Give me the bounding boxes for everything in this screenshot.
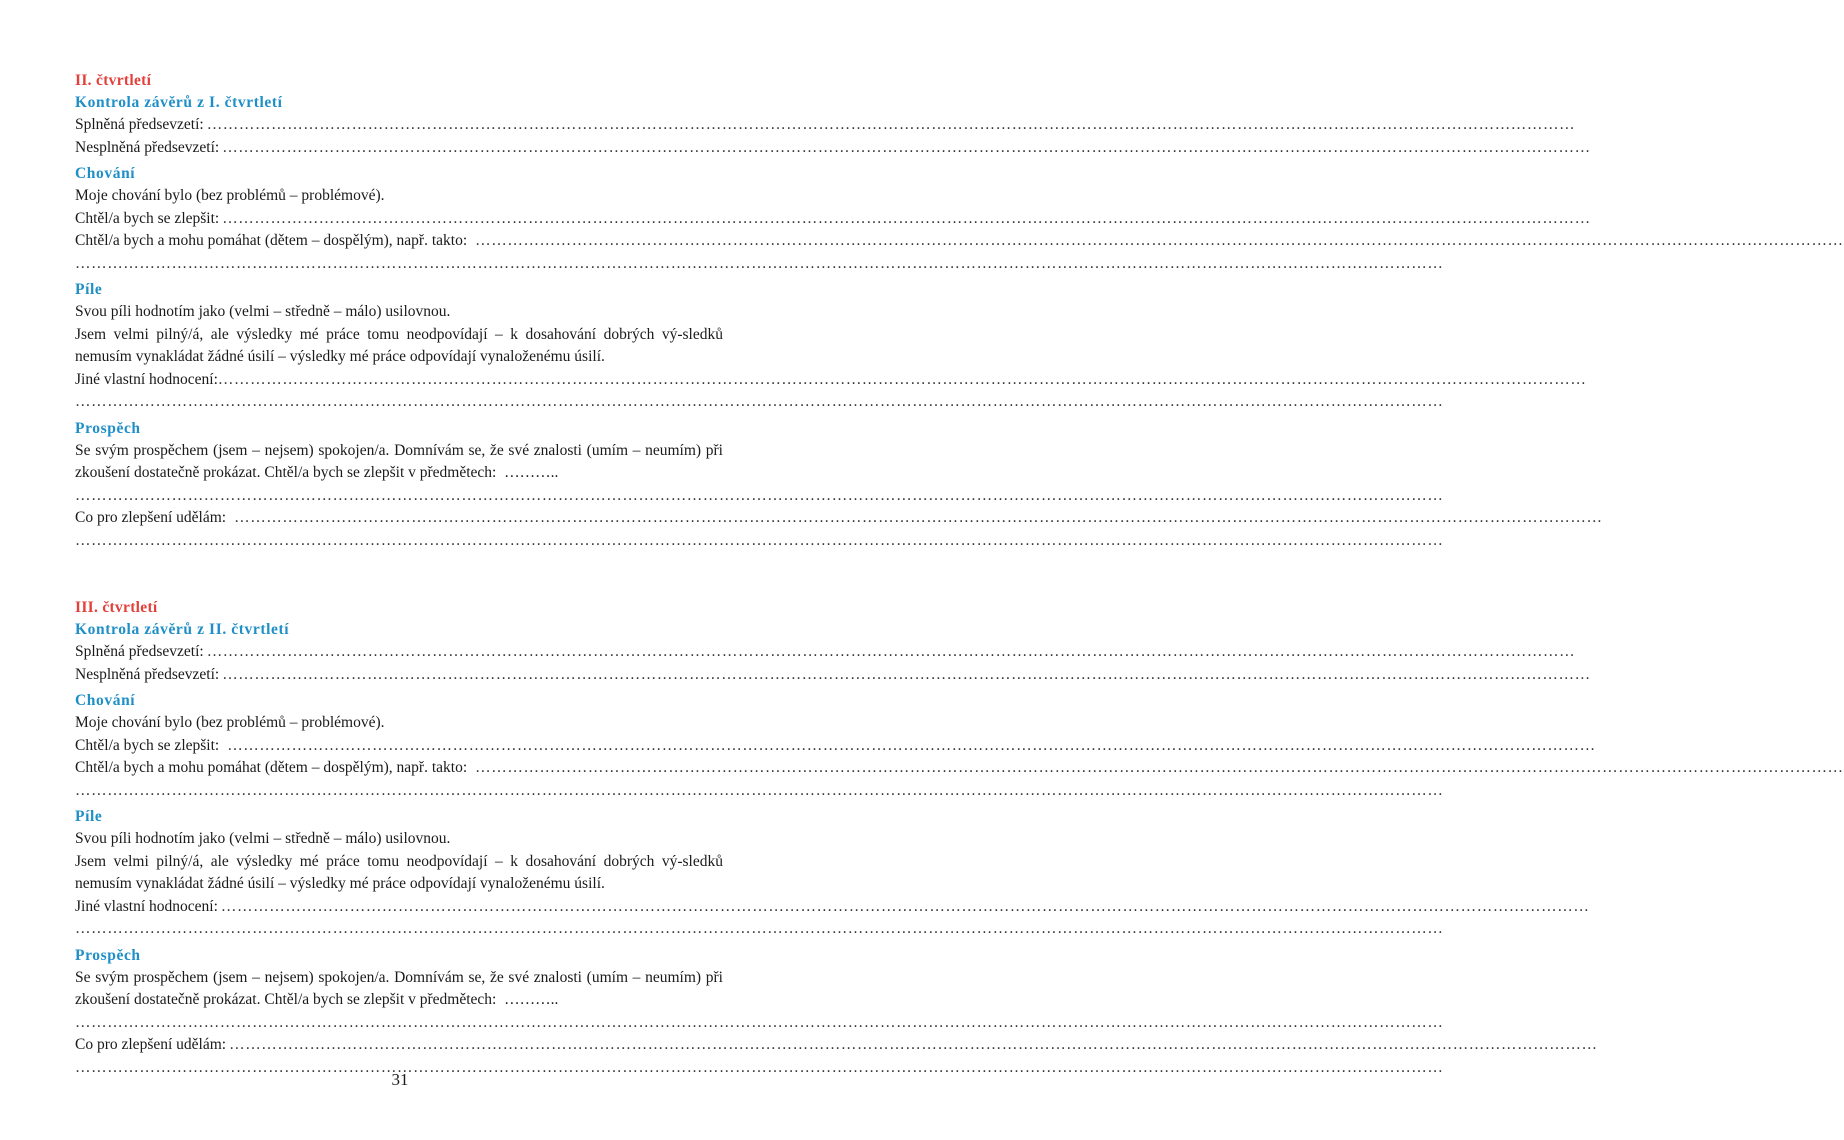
dotted-line[interactable]: ………………………………………………………………………………………………………………………………………………………………………………………………………………………………… bbox=[227, 736, 1596, 754]
improve-label: Chtěl/a bych se zlepšit: bbox=[75, 209, 220, 227]
dotted-line[interactable]: ………………………………………………………………………………………………………………………………………………………………………………………………………………………………… bbox=[475, 759, 1844, 776]
help-field[interactable] bbox=[75, 757, 1844, 780]
dotted-line[interactable]: ………………………………………………………………………………………………………………………………………………………………………………………………………………………………… bbox=[222, 138, 1591, 156]
plan-field[interactable] bbox=[75, 507, 1603, 530]
grades-text: Se svým prospěchem (jsem – nejsem) spokojen/a. Domnívám se, že své znalosti (umím – neumím) při zkoušení dostatečně prokázat. Chtěl/a bych se zlepšit v předmětech: ……….. bbox=[75, 968, 723, 1008]
fulfilled-label: Splněná předsevzetí: bbox=[75, 643, 204, 660]
diligence-text: Svou píli hodnotím jako (velmi – středně – málo) usilovnou. bbox=[75, 303, 451, 320]
dotted-line[interactable]: ………………………………………………………………………………………………………………………………………………………………………………………………………………………………… bbox=[75, 1058, 1444, 1076]
dotted-line[interactable]: ………………………………………………………………………………………………………………………………………………………………………………………………………………………………… bbox=[206, 643, 1576, 660]
dotted-line[interactable]: ………………………………………………………………………………………………………………………………………………………………………………………………………………………………… bbox=[222, 665, 1591, 683]
grades-heading: Prospěch bbox=[75, 419, 141, 437]
plan-label: Co pro zlepšení udělám: bbox=[75, 509, 227, 526]
unfulfilled-label: Nesplněná předsevzetí: bbox=[75, 665, 220, 683]
dotted-line[interactable]: ……….. bbox=[500, 991, 559, 1008]
dotted-line[interactable]: ………………………………………………………………………………………………………………………………………………………………………………………………………………………………… bbox=[475, 232, 1844, 249]
dotted-line[interactable]: ………………………………………………………………………………………………………………………………………………………………………………………………………………………………… bbox=[75, 781, 1444, 799]
behavior-text: Moje chování bylo (bez problémů – problémové). bbox=[75, 714, 385, 731]
other-field[interactable] bbox=[75, 896, 1590, 919]
quarter-title: III. čtvrtletí bbox=[75, 599, 158, 616]
quarter-title: II. čtvrtletí bbox=[75, 72, 152, 89]
diligence-heading: Píle bbox=[75, 281, 103, 298]
dotted-line[interactable]: ………………………………………………………………………………………………………………………………………………………………………………………………………………………………… bbox=[75, 254, 1444, 272]
dotted-line[interactable]: ………………………………………………………………………………………………………………………………………………………………………………………………………………………………… bbox=[75, 1013, 1444, 1031]
fulfilled-field[interactable] bbox=[75, 641, 1576, 664]
help-field[interactable] bbox=[75, 230, 1844, 253]
behavior-heading: Chování bbox=[75, 165, 136, 182]
quarter-block-3 bbox=[75, 597, 1844, 1079]
help-label: Chtěl/a bych a mohu pomáhat (dětem – dospělým), např. takto: bbox=[75, 232, 468, 249]
improve-label: Chtěl/a bych se zlepšit: bbox=[75, 736, 220, 754]
diligence-options: Jsem velmi pilný/á, ale výsledky mé práce tomu neodpovídají – k dosahování dobrých vý-sledků nemusím vynakládat žádné úsilí – výsledky mé práce odpovídají vynaloženému úsilí. bbox=[75, 325, 723, 365]
dotted-line[interactable]: ………………………………………………………………………………………………………………………………………………………………………………………………………………………………… bbox=[234, 509, 1603, 526]
unfulfilled-label: Nesplněná předsevzetí: bbox=[75, 138, 220, 156]
spacer bbox=[75, 552, 723, 597]
diligence-options: Jsem velmi pilný/á, ale výsledky mé práce tomu neodpovídají – k dosahování dobrých vý-sledků nemusím vynakládat žádné úsilí – výsledky mé práce odpovídají vynaloženému úsilí. bbox=[75, 852, 723, 892]
other-field[interactable] bbox=[75, 369, 1587, 392]
unfulfilled-field[interactable] bbox=[75, 664, 1591, 687]
grades-heading: Prospěch bbox=[75, 946, 141, 964]
improve-field[interactable] bbox=[75, 208, 1591, 231]
other-label: Jiné vlastní hodnocení: bbox=[75, 897, 218, 915]
diligence-text: Svou píli hodnotím jako (velmi – středně – málo) usilovnou. bbox=[75, 830, 451, 847]
dotted-line[interactable]: ………………………………………………………………………………………………………………………………………………………………………………………………………………………………… bbox=[217, 370, 1587, 388]
behavior-heading: Chování bbox=[75, 692, 136, 709]
unfulfilled-field[interactable] bbox=[75, 137, 1591, 160]
worksheet-page bbox=[75, 70, 1844, 1079]
control-heading: Kontrola závěrů z II. čtvrtletí bbox=[75, 621, 290, 638]
dotted-line[interactable]: ………………………………………………………………………………………………………………………………………………………………………………………………………………………………… bbox=[206, 116, 1576, 133]
dotted-line[interactable]: ………………………………………………………………………………………………………………………………………………………………………………………………………………………………… bbox=[75, 531, 1444, 549]
dotted-line[interactable]: ………………………………………………………………………………………………………………………………………………………………………………………………………………………………… bbox=[229, 1036, 1598, 1053]
page-number: 31 bbox=[391, 1070, 409, 1089]
plan-label: Co pro zlepšení udělám: bbox=[75, 1036, 227, 1053]
plan-field[interactable] bbox=[75, 1034, 1598, 1057]
dotted-line[interactable]: ………………………………………………………………………………………………………………………………………………………………………………………………………………………………… bbox=[75, 920, 1444, 937]
fulfilled-label: Splněná předsevzetí: bbox=[75, 116, 204, 133]
fulfilled-field[interactable] bbox=[75, 114, 1576, 137]
improve-field[interactable] bbox=[75, 735, 1596, 758]
diligence-heading: Píle bbox=[75, 808, 103, 825]
behavior-text: Moje chování bylo (bez problémů – problémové). bbox=[75, 187, 385, 204]
quarter-block-2 bbox=[75, 70, 1844, 552]
help-label: Chtěl/a bych a mohu pomáhat (dětem – dospělým), např. takto: bbox=[75, 759, 468, 776]
dotted-line[interactable]: ………………………………………………………………………………………………………………………………………………………………………………………………………………………………… bbox=[222, 209, 1591, 227]
grades-text: Se svým prospěchem (jsem – nejsem) spokojen/a. Domnívám se, že své znalosti (umím – neumím) při zkoušení dostatečně prokázat. Chtěl/a bych se zlepšit v předmětech: ……….. bbox=[75, 441, 723, 481]
control-heading: Kontrola závěrů z I. čtvrtletí bbox=[75, 94, 283, 111]
other-label: Jiné vlastní hodnocení: bbox=[75, 370, 218, 388]
dotted-line[interactable]: ………………………………………………………………………………………………………………………………………………………………………………………………………………………………… bbox=[75, 393, 1444, 410]
dotted-line[interactable]: ………………………………………………………………………………………………………………………………………………………………………………………………………………………………… bbox=[75, 486, 1444, 504]
dotted-line[interactable]: ………………………………………………………………………………………………………………………………………………………………………………………………………………………………… bbox=[220, 897, 1590, 915]
dotted-line[interactable]: ……….. bbox=[500, 464, 559, 481]
